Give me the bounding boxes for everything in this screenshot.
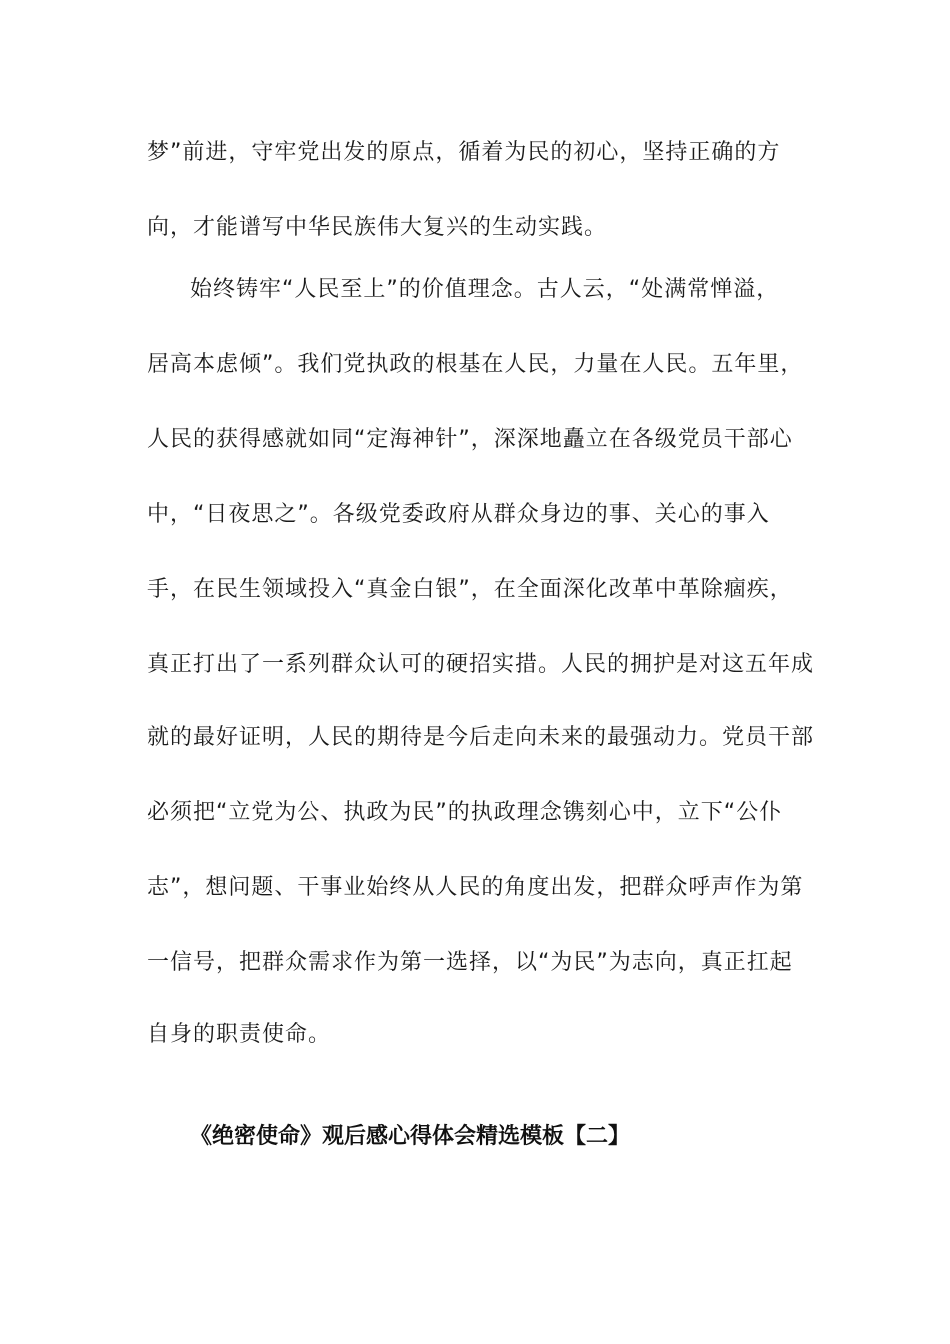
paragraph-line: 向，才能谱写中华民族伟大复兴的生动实践。 [147,215,608,240]
section-heading: 《绝密使命》观后感心得体会精选模板【二】 [190,1124,631,1149]
paragraph-line: 居高本虑倾”。我们党执政的根基在人民，力量在人民。五年里， [147,352,804,377]
paragraph-line: 真正打出了一系列群众认可的硬招实措。人民的拥护是对这五年成 [147,652,815,677]
paragraph-line: 志”，想问题、干事业始终从人民的角度出发，把群众呼声作为第 [147,875,804,900]
paragraph-line: 梦”前进，守牢党出发的原点，循着为民的初心，坚持正确的方 [147,140,781,165]
paragraph-line: 中，“日夜思之”。各级党委政府从群众身边的事、关心的事入 [147,502,770,527]
paragraph-line: 人民的获得感就如同“定海神针”，深深地矗立在各级党员干部心 [147,427,793,452]
paragraph-line: 始终铸牢“人民至上”的价值理念。古人云，“处满常惮溢， [190,277,780,302]
paragraph-line: 自身的职责使命。 [147,1022,332,1047]
paragraph-line: 就的最好证明，人民的期待是今后走向未来的最强动力。党员干部 [147,725,815,750]
paragraph-line: 手，在民生领域投入“真金白银”，在全面深化改革中革除痼疾， [147,577,793,602]
paragraph-line: 一信号，把群众需求作为第一选择，以“为民”为志向，真正扛起 [147,950,793,975]
paragraph-line: 必须把“立党为公、执政为民”的执政理念镌刻心中，立下“公仆 [147,800,783,825]
